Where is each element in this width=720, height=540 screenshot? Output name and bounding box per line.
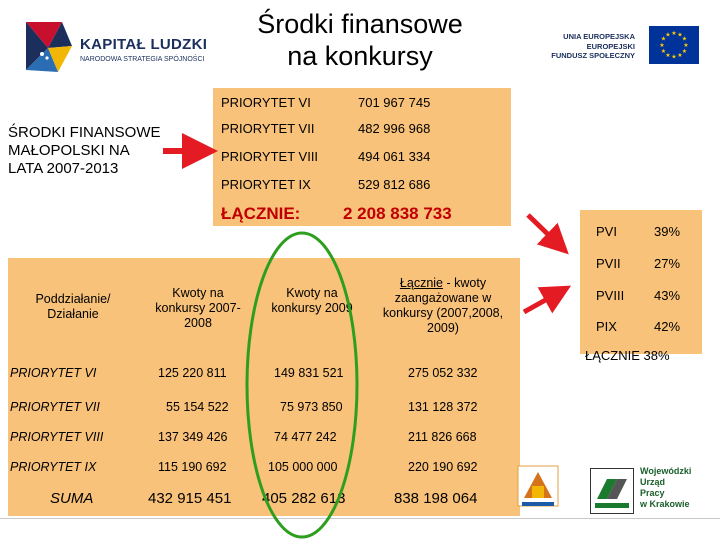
row-label: PRIORYTET VII	[10, 400, 100, 414]
priority-value: 494 061 334	[358, 149, 431, 164]
eu-text	[551, 32, 635, 61]
sum-label: SUMA	[50, 490, 94, 507]
priority-label: PRIORYTET IX	[221, 177, 311, 192]
eu-logo	[545, 26, 705, 68]
wup-line-4: w Krakowie	[640, 499, 690, 509]
eu-line-3: FUNDUSZ SPOŁECZNY	[551, 51, 635, 60]
left-label-line-2: MAŁOPOLSKI NA	[8, 142, 130, 159]
svg-text:★: ★	[681, 35, 688, 43]
row-value-2009: 74 477 242	[274, 430, 337, 444]
priority-label: PRIORYTET VIII	[221, 149, 319, 164]
svg-text:★: ★	[665, 52, 671, 59]
svg-text:★: ★	[660, 35, 667, 43]
svg-text:★: ★	[681, 48, 688, 55]
eu-flag-icon	[649, 26, 699, 64]
sum-value-total: 838 198 064	[394, 490, 478, 507]
total-value: 2 208 838 733	[343, 204, 452, 223]
row-value-2007-2008: 137 349 426	[158, 430, 228, 444]
sum-value-2009: 405 282 613	[262, 490, 346, 507]
row-value-2007-2008: 115 190 692	[158, 460, 227, 474]
row-label: PRIORYTET VIII	[10, 430, 104, 444]
row-value-total: 131 128 372	[408, 400, 478, 414]
kapital-ludzki-subtitle: NARODOWA STRATEGIA SPÓJNOŚCI	[80, 56, 205, 63]
percentage-label: PVIII	[596, 288, 625, 303]
percentage-label: PIX	[596, 319, 617, 334]
eu-line-1: UNIA EUROPEJSKA	[563, 32, 635, 41]
percentage-label: PVI	[596, 224, 617, 239]
header-lacznie-desc: - kwoty zaangażowane w konkursy (2007,2008, 2009)	[382, 276, 504, 335]
svg-text:★: ★	[677, 31, 683, 39]
kapital-ludzki-emblem-icon	[22, 18, 74, 74]
wup-line-3: Pracy	[640, 488, 665, 498]
kapital-ludzki-logo	[22, 14, 212, 76]
priority-label: PRIORYTET VI	[221, 95, 311, 110]
priority-funds-table	[213, 88, 511, 226]
row-value-2007-2008: 55 154 522	[166, 400, 229, 414]
header-lacznie	[376, 276, 510, 336]
wup-emblem-icon	[590, 468, 634, 514]
row-value-2009: 105 000 000	[268, 460, 338, 474]
percentage-label: PVII	[596, 256, 621, 271]
page-title	[220, 8, 500, 72]
left-label-line-1: ŚRODKI FINANSOWE	[8, 124, 161, 141]
header-kwoty-2009: Kwoty na konkursy 2009	[271, 286, 353, 315]
percentage-value: 43%	[654, 288, 681, 303]
lower-right-arrow	[524, 293, 558, 312]
row-value-total: 275 052 332	[408, 366, 478, 380]
total-label: ŁĄCZNIE:	[221, 204, 301, 223]
percentage-value: 42%	[654, 319, 681, 334]
percentage-total: ŁĄCZNIE 38%	[585, 348, 670, 363]
row-value-2009: 149 831 521	[274, 366, 344, 380]
row-value-2007-2008: 125 220 811	[158, 366, 227, 380]
row-label: PRIORYTET VI	[10, 366, 97, 380]
wup-text	[640, 466, 691, 510]
left-label	[8, 124, 198, 178]
sum-value-2007-2008: 432 915 451	[148, 490, 232, 507]
title-line-2: na konkursy	[287, 41, 433, 71]
row-value-total: 220 190 692	[408, 460, 478, 474]
left-label-line-3: LATA 2007-2013	[8, 160, 119, 177]
priority-value: 482 996 968	[358, 121, 431, 136]
svg-text:★: ★	[671, 53, 677, 61]
wup-line-2: Urząd	[640, 477, 666, 487]
footer-divider	[0, 518, 720, 519]
eu-line-2: EUROPEJSKI	[586, 41, 635, 51]
percentage-value: 39%	[654, 224, 681, 239]
row-value-total: 211 826 668	[408, 430, 477, 444]
row-value-2009: 75 973 850	[280, 400, 343, 414]
funds-table-header	[8, 258, 520, 358]
priority-value: 529 812 686	[358, 177, 431, 192]
priority-value: 701 967 745	[358, 95, 431, 110]
row-label: PRIORYTET IX	[10, 460, 97, 474]
svg-text:★: ★	[660, 48, 667, 55]
svg-text:★: ★	[671, 30, 677, 37]
header-lacznie-word: Łącznie	[399, 276, 444, 290]
priority-label: PRIORYTET VII	[221, 121, 315, 136]
percentage-value: 27%	[654, 256, 681, 271]
funds-table-body	[8, 356, 520, 516]
header-kwoty-2007-2008: Kwoty na konkursy 2007-2008	[155, 286, 241, 330]
percentage-table	[580, 210, 702, 354]
svg-text:★: ★	[665, 31, 671, 39]
malopolska-logo-icon	[514, 464, 562, 512]
svg-text:★: ★	[659, 42, 665, 49]
title-line-1: Środki finansowe	[257, 9, 463, 39]
kapital-ludzki-title: KAPITAŁ LUDZKI	[80, 36, 208, 53]
wup-line-1: Wojewódzki	[640, 466, 692, 476]
svg-text:★: ★	[683, 42, 689, 49]
upper-right-arrow	[528, 215, 558, 244]
wup-logo	[590, 466, 710, 516]
header-poddzialanie: Poddziałanie/ Działanie	[35, 292, 111, 321]
svg-text:★: ★	[677, 52, 683, 59]
